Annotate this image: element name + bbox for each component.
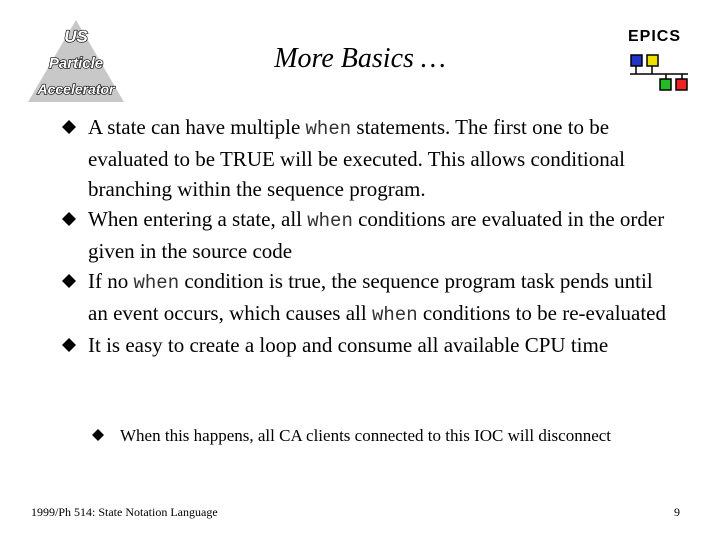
bullet-text: conditions are evaluated in the order given in the source code: [88, 207, 665, 263]
sub-bullet-list: [92, 424, 652, 447]
bullet-text: When entering a state, all: [88, 207, 308, 231]
bullet-list: [62, 112, 672, 360]
footer-text: 1999/Ph 514: State Notation Language: [31, 505, 218, 519]
slide-title: More Basics …: [274, 43, 446, 74]
logo-line-2: Particle: [48, 55, 104, 72]
code-keyword: when: [133, 272, 180, 294]
epics-network-icon: [628, 50, 692, 94]
epics-label: EPICS: [628, 28, 682, 45]
logo-line-1: US: [64, 27, 88, 46]
bullet-text: condition is true, the sequence program task pends until an event occurs, which causes all: [88, 269, 653, 325]
diamond-bullet-icon: [62, 212, 76, 226]
diamond-bullet-icon: [62, 120, 76, 134]
logo-line-3: Accelerator: [37, 81, 115, 97]
bullet-text: statements. The first one to be evaluated to be TRUE will be executed. This allows conditional branching within the sequence program.: [88, 115, 625, 201]
bullet-text: If no: [88, 269, 134, 293]
code-keyword: when: [307, 210, 353, 232]
bullet-item: [62, 330, 672, 360]
bullet-item: [62, 266, 672, 330]
bullet-item: [62, 112, 672, 204]
code-keyword: when: [371, 304, 418, 326]
diamond-bullet-icon: [62, 274, 76, 288]
code-keyword: when: [305, 118, 352, 140]
diamond-bullet-icon: [92, 429, 104, 441]
bullet-item: [62, 204, 672, 266]
diamond-bullet-icon: [62, 338, 76, 352]
bullet-text: It is easy to create a loop and consume all available CPU time: [88, 333, 609, 357]
sub-bullet-text: When this happens, all CA clients connected to this IOC will disconnect: [120, 426, 612, 445]
page-number: 9: [674, 505, 680, 519]
bullet-text: conditions to be re-evaluated: [417, 301, 667, 325]
sub-bullet-item: [92, 424, 652, 447]
bullet-text: A state can have multiple: [88, 115, 306, 139]
